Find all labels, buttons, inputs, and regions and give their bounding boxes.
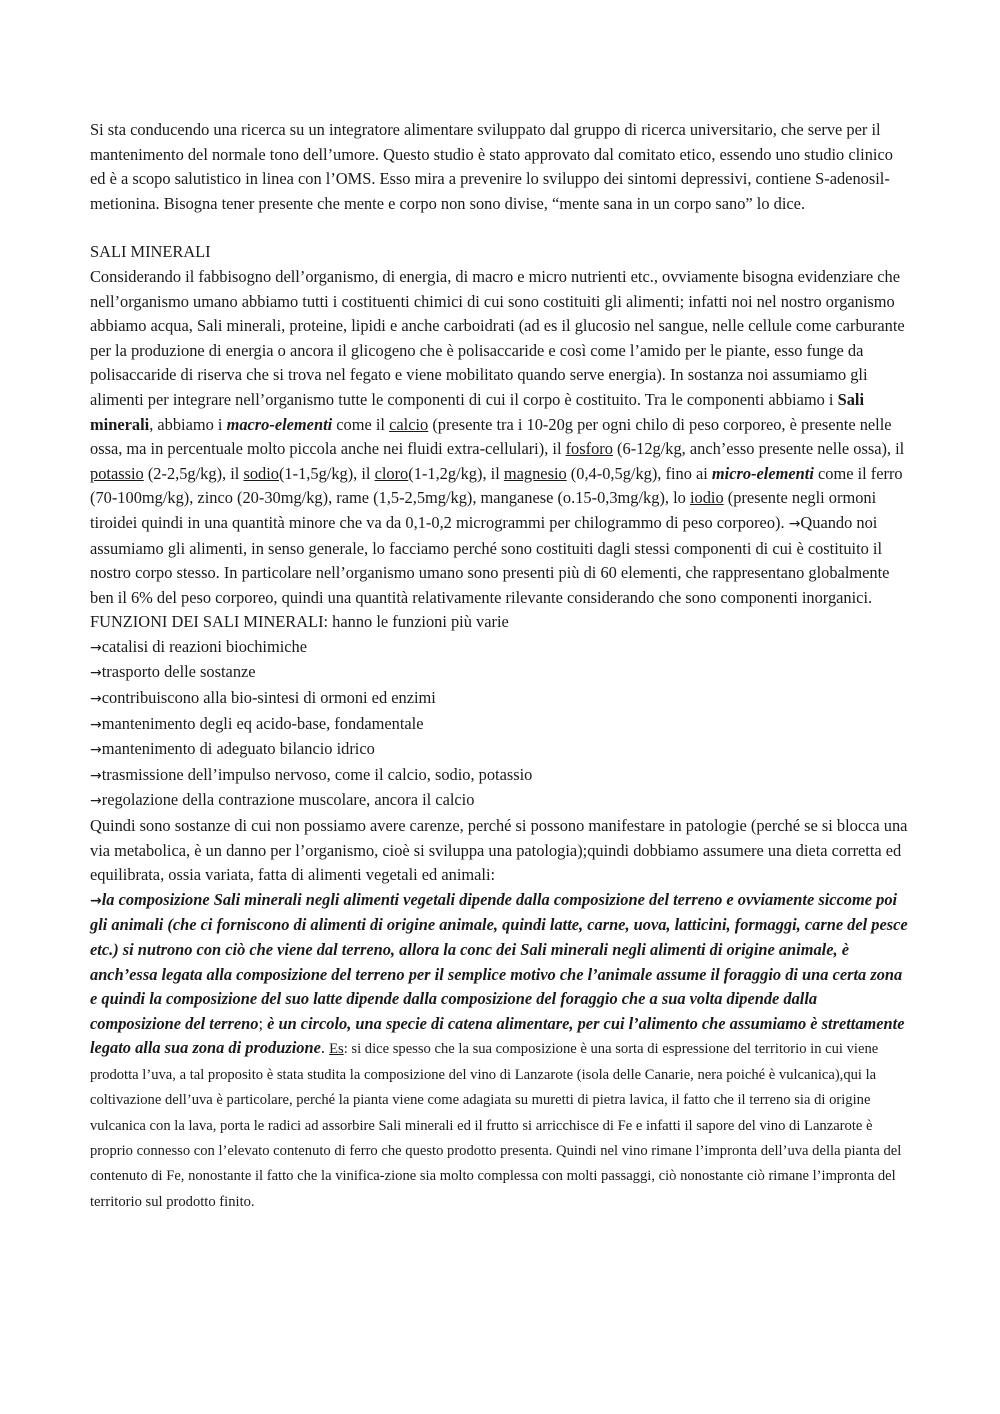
intro-paragraph: Si sta conducendo una ricerca su un integratore alimentare sviluppato dal gruppo di ricerca universitario, che serve per il mantenimento del normale tono dell’umore. Questo studio è stato approvato dal comitato etico, essendo uno studio clinico ed è a scopo salutistico in linea con l’OMS. Esso mira a prevenire lo sviluppo dei sintomi depressivi, contiene S-adenosil-metionina. Bisogna tener presente che mente e corpo non sono divise, “mente sana in un corpo sano” lo dice. [90, 120, 893, 213]
list-item: →trasmissione dell’impulso nervoso, come il calcio, sodio, potassio [90, 764, 533, 784]
document-page [90, 118, 910, 1214]
arrow-icon: → [90, 691, 102, 708]
list-item: →mantenimento degli eq acido-base, fondamentale [90, 713, 424, 733]
arrow-icon: → [90, 767, 102, 784]
diet-paragraph: Quindi sono sostanze di cui non possiamo avere carenze, perché si possono manifestare in patologie (perché se si blocca una via metabolica, è un danno per l’organismo, cioè si sviluppa una patologia);quindi dobbiamo assumere una dieta corretta ed equilibrata, ossia variata, fatta di alimenti vegetali ed animali: [90, 816, 908, 885]
arrow-icon: → [90, 892, 102, 909]
minerals-paragraph: Considerando il fabbisogno dell’organismo, di energia, di macro e micro nutrienti etc., ovviamente bisogna evidenziare che nell’organismo umano abbiamo tutti i costituenti chimici di cui sono costituiti gli alimenti; infatti noi nel nostro organismo abbiamo acqua, Sali minerali, proteine, lipidi e anche carboidrati (ad es il glucosio nel sangue, nelle cellule come carburante per la produzione di energia o ancora il glicogeno che è polisaccaride e così come l’amido per le piante, esso funge da polisaccaride di riserva che si trova nel fegato e viene mobilitato quando serve energia). In sostanza noi assumiamo gli alimenti per integrare nell’organismo tutte le componenti di cui il corpo è costituito. Tra le componenti abbiamo i Sali minerali, abbiamo i macro-elementi come il calcio (presente tra i 10-20g per ogni chilo di peso corporeo, è presente nelle ossa, ma in percentuale molto piccola anche nei fluidi extra-cellulari), il fosforo (6-12g/kg, anch’esso presente nelle ossa), il potassio (2-2,5g/kg), il sodio(1-1,5g/kg), il cloro(1-1,2g/kg), il magnesio (0,4-0,5g/kg), fino ai micro-elementi come il ferro (70-100mg/kg), zinco (20-30mg/kg), rame (1,5-2,5mg/kg), manganese (o.15-0,3mg/kg), lo iodio (presente negli ormoni tiroidei quindi in una quantità minore che va da 0,1-0,2 microgrammi per chilogrammo di peso corporeo). →Quando noi assumiamo gli alimenti, in senso generale, lo facciamo perché sono costituiti dagli stessi componenti di cui è costituito il nostro corpo stesso. In particolare nell’organismo umano sono presenti più di 60 elementi, che rappresentano globalmente ben il 6% del peso corporeo, quindi una quantità relativamente rilevante considerando che sono componenti inorganici. [90, 266, 905, 607]
list-item: →contribuiscono alla bio-sintesi di ormoni ed enzimi [90, 688, 436, 708]
section-title: SALI MINERALI [90, 242, 211, 262]
arrow-icon: → [90, 716, 102, 733]
list-item: →trasporto delle sostanze [90, 662, 256, 682]
list-item: →mantenimento di adeguato bilancio idrico [90, 739, 375, 759]
list-item: →regolazione della contrazione muscolare, ancora il calcio [90, 790, 475, 810]
functions-list [90, 635, 910, 814]
functions-heading: FUNZIONI DEI SALI MINERALI: hanno le funzioni più varie [90, 612, 509, 632]
arrow-icon: → [90, 665, 102, 682]
list-item: →catalisi di reazioni biochimiche [90, 636, 307, 656]
arrow-icon: → [90, 793, 102, 810]
composition-paragraph: →la composizione Sali minerali negli alimenti vegetali dipende dalla composizione del terreno e ovviamente siccome poi gli animali (che ci forniscono di alimenti di origine animale, quindi latte, carne, uova, latticini, formaggi, carne del pesce etc.) si nutrono con ciò che viene dal terreno, allora la conc dei Sali minerali negli alimenti di origine animale, è anch’essa legata alla composizione del terreno per il semplice motivo che l’animale assume il foraggio di una certa zona e quindi la composizione del suo latte dipende dalla composizione del foraggio che a sua volta dipende dalla composizione del terreno; è un circolo, una specie di catena alimentare, per cui l’alimento che assumiamo è strettamente legato alla sua zona di produzione. Es: si dice spesso che la sua composizione è una sorta di espressione del territorio in cui viene prodotta l’uva, a tal proposito è stata studita la composizione del vino di Lanzarote (isola delle Canarie, nera poiché è vulcanica),qui la coltivazione dell’uva è particolare, perché la pianta viene come adagiata su muretti di pietra lavica, il fatto che il terreno sia di origine vulcanica con la lava, porta le radici ad assorbire Sali minerali ed il frutto si arricchisce di Fe e infatti il sapore del vino di Lanzarote è proprio connesso con l’elevato contenuto di ferro che questo prodotto presenta. Quindi nel vino rimane l’impronta dell’uva della pianta del contenuto di Fe, nonostante il fatto che la vinifica-zione sia molto complessa con molti passaggi, ciò nonostante ciò rimane l’impronta del territorio sul prodotto finito. [90, 889, 908, 1210]
arrow-icon: → [90, 742, 102, 759]
arrow-icon: → [90, 639, 102, 656]
arrow-icon: → [788, 515, 801, 532]
